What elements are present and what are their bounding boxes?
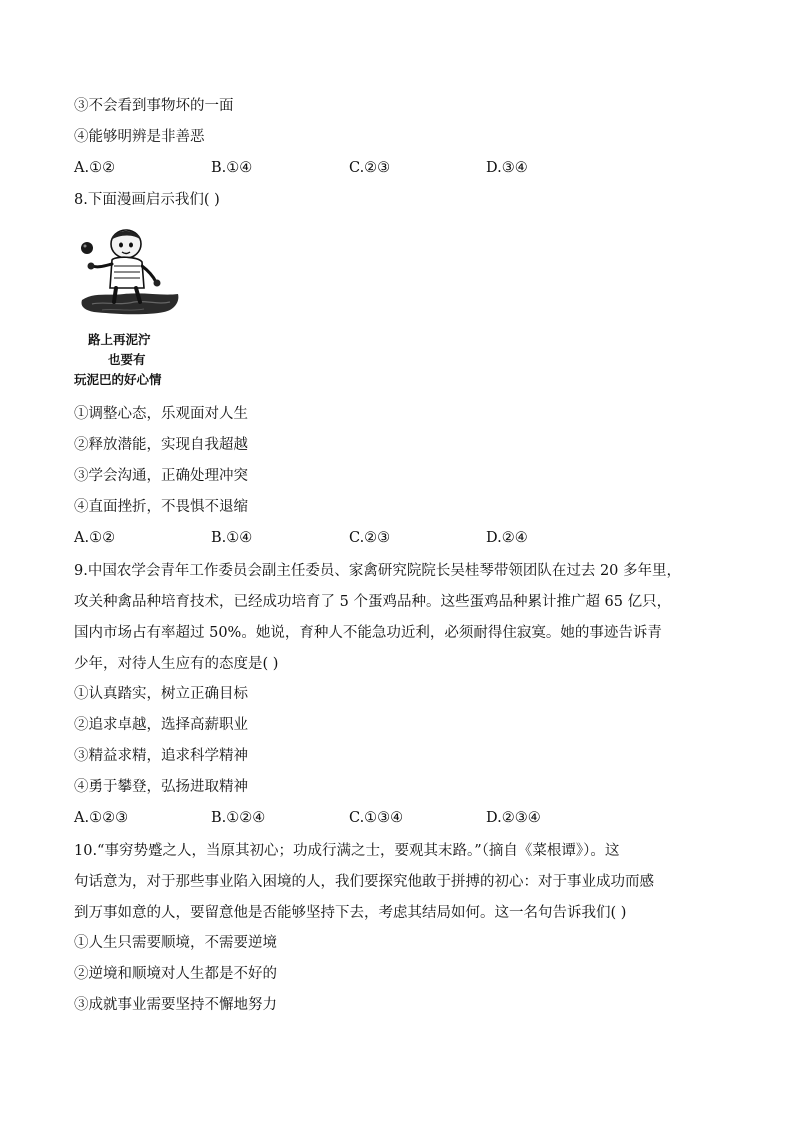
- q10-item-2: ②逆境和顺境对人生都是不好的: [74, 966, 277, 982]
- q10-stem: [74, 840, 724, 933]
- q10-stem-line: 句话意为，对于那些事业陷入困境的人，我们要探究他敢于拼搏的初心：对于事业成功而感: [74, 874, 654, 890]
- q9-option-a[interactable]: A.①②③: [74, 810, 129, 826]
- q9-stem-line: 攻关种禽品种培育技术，已经成功培育了 5 个蛋鸡品种。这些蛋鸡品种累计推广超 65 亿只，: [74, 594, 672, 610]
- q10-stem-line: 到万事如意的人，要留意他是否能够坚持下去，考虑其结局如何。这一名句告诉我们( ): [74, 905, 627, 921]
- q9-option-d[interactable]: D.②③④: [486, 810, 541, 826]
- cartoon-image: [74, 222, 186, 390]
- q10-item-1: ①人生只需要顺境，不需要逆境: [74, 935, 277, 951]
- q8-option-b[interactable]: B.①④: [211, 530, 253, 546]
- q9-item-1: ①认真踏实，树立正确目标: [74, 686, 248, 702]
- q8-item-4: ④直面挫折，不畏惧不退缩: [74, 499, 248, 515]
- q9-stem: [74, 560, 724, 684]
- q9-option-c[interactable]: C.①③④: [349, 810, 404, 826]
- cartoon-caption-line-2: 也要有: [108, 352, 146, 367]
- q9-item-3: ③精益求精，追求科学精神: [74, 748, 248, 764]
- q7-option-d[interactable]: D.③④: [486, 160, 528, 176]
- q7-options: [74, 158, 634, 178]
- q8-option-d[interactable]: D.②④: [486, 530, 528, 546]
- q9-stem-line: 国内市场占有率超过 50%。她说，育种人不能急功近利，必须耐得住寂寞。她的事迹告诉青: [74, 625, 662, 641]
- q7-item-3: ③不会看到事物坏的一面: [74, 98, 234, 114]
- q9-options: [74, 808, 634, 828]
- q9-stem-line: 少年，对待人生应有的态度是( ): [74, 656, 279, 672]
- q8-item-2: ②释放潜能，实现自我超越: [74, 437, 248, 453]
- q8-option-c[interactable]: C.②③: [349, 530, 391, 546]
- q7-option-c[interactable]: C.②③: [349, 160, 391, 176]
- q9-item-2: ②追求卓越，选择高薪职业: [74, 717, 248, 733]
- q9-item-4: ④勇于攀登，弘扬进取精神: [74, 779, 248, 795]
- q8-item-1: ①调整心态，乐观面对人生: [74, 406, 248, 422]
- q8-stem: 8.下面漫画启示我们( ): [74, 192, 220, 208]
- q8-option-a[interactable]: A.①②: [74, 530, 116, 546]
- cartoon-drawing: [74, 222, 186, 322]
- q9-stem-line: 9.中国农学会青年工作委员会副主任委员、家禽研究院院长吴桂琴带领团队在过去 20 多年里，: [74, 563, 681, 579]
- cartoon-caption-line-1: 路上再泥泞: [88, 332, 151, 347]
- q8-item-3: ③学会沟通，正确处理冲突: [74, 468, 248, 484]
- cartoon-caption-line-3: 玩泥巴的好心情: [74, 372, 162, 387]
- q9-option-b[interactable]: B.①②④: [211, 810, 266, 826]
- q10-item-3: ③成就事业需要坚持不懈地努力: [74, 997, 277, 1013]
- q10-stem-line: 10.“事穷势蹙之人，当原其初心；功成行满之士，要观其末路。”（摘自《菜根谭》）。这: [74, 843, 620, 859]
- q7-option-b[interactable]: B.①④: [211, 160, 253, 176]
- q7-option-a[interactable]: A.①②: [74, 160, 116, 176]
- q7-item-4: ④能够明辨是非善恶: [74, 129, 205, 145]
- q8-options: [74, 528, 634, 548]
